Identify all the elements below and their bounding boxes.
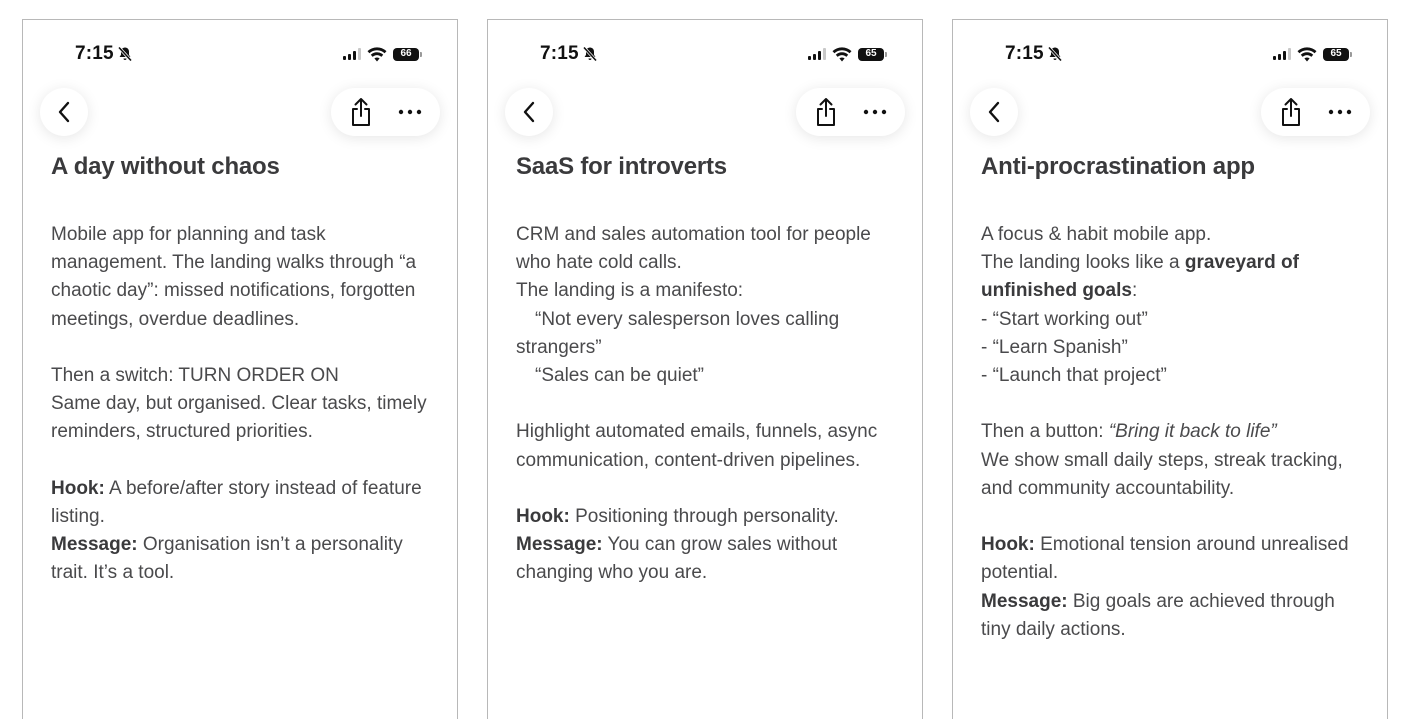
phone-card-1 <box>22 19 458 719</box>
share-icon[interactable] <box>349 97 373 127</box>
time-label: 7:15 <box>75 43 114 64</box>
share-icon[interactable] <box>1279 97 1303 127</box>
status-bar <box>75 42 419 66</box>
note-body <box>51 221 437 588</box>
paragraph <box>516 221 902 390</box>
message-line <box>981 588 1367 644</box>
message-label: Message: <box>981 590 1068 612</box>
text-line <box>981 418 1367 446</box>
battery-icon <box>858 48 884 61</box>
battery-icon <box>393 48 419 61</box>
signal-icon <box>343 48 361 60</box>
wifi-icon <box>1297 47 1317 62</box>
hook-label: Hook: <box>981 534 1035 556</box>
ellipsis-icon[interactable] <box>863 109 887 115</box>
battery-level: 65 <box>865 48 877 59</box>
goal-item: - “Launch that project” <box>981 365 1167 387</box>
text-line <box>981 249 1367 305</box>
back-button[interactable] <box>505 88 553 136</box>
status-time <box>1005 43 1063 65</box>
time-label: 7:15 <box>540 43 579 64</box>
status-indicators <box>808 47 884 62</box>
message-line <box>516 531 902 587</box>
note-title: A day without chaos <box>51 153 280 180</box>
status-time <box>540 43 598 65</box>
emphasis-text: graveyard of unfinished goals <box>981 252 1299 302</box>
message-label: Message: <box>516 534 603 556</box>
status-time <box>75 43 133 65</box>
hook-line <box>516 503 902 531</box>
note-body <box>981 221 1367 644</box>
text-span: : <box>1131 280 1138 302</box>
ellipsis-icon[interactable] <box>398 109 422 115</box>
hook-line <box>981 531 1367 587</box>
bell-slash-icon <box>582 46 598 62</box>
paragraph <box>981 418 1367 503</box>
text-span: Then a button: <box>981 421 1109 443</box>
text-line: Same day, but organised. Clear tasks, timely reminders, structured priorities. <box>51 393 427 443</box>
signal-icon <box>808 48 826 60</box>
time-label: 7:15 <box>1005 43 1044 64</box>
quote-line: “Sales can be quiet” <box>535 365 704 387</box>
paragraph <box>981 221 1367 390</box>
share-icon[interactable] <box>814 97 838 127</box>
battery-level: 65 <box>1330 48 1342 59</box>
status-bar <box>540 42 884 66</box>
signal-icon <box>1273 48 1291 60</box>
battery-level: 66 <box>400 48 412 59</box>
hook-label: Hook: <box>51 477 105 499</box>
paragraph <box>516 503 902 588</box>
hook-text: Emotional tension around unrealised potential. <box>981 534 1349 584</box>
hook-label: Hook: <box>516 506 570 527</box>
phone-card-3 <box>952 19 1388 719</box>
message-text: Organisation isn’t a personality trait. It’s a tool. <box>51 534 403 584</box>
text-line: We show small daily steps, streak tracking, and community accountability. <box>981 449 1343 499</box>
wifi-icon <box>367 47 387 62</box>
chevron-left-icon <box>522 101 536 123</box>
wifi-icon <box>832 47 852 62</box>
paragraph: Mobile app for planning and task management. The landing walks through “a chaotic day”: missed notifications, forgotten meetings, overdue deadlines. <box>51 224 417 330</box>
paragraph: Highlight automated emails, funnels, async communication, content-driven pipelines. <box>516 421 878 471</box>
text-line: A focus & habit mobile app. <box>981 224 1212 245</box>
bell-slash-icon <box>1047 46 1063 62</box>
phone-card-2 <box>487 19 923 719</box>
ellipsis-icon[interactable] <box>1328 109 1352 115</box>
note-body <box>516 221 902 588</box>
hook-text: Positioning through personality. <box>569 506 839 527</box>
nav-actions <box>796 88 905 136</box>
quote-line: “Not every salesperson loves calling strangers” <box>516 308 840 358</box>
hook-text: A before/after story instead of feature listing. <box>51 477 422 527</box>
text-line: The landing is a manifesto: <box>516 280 744 302</box>
button-quote: “Bring it back to life” <box>1108 421 1277 443</box>
message-text: You can grow sales without changing who you are. <box>516 534 838 584</box>
chevron-left-icon <box>987 101 1001 123</box>
back-button[interactable] <box>40 88 88 136</box>
back-button[interactable] <box>970 88 1018 136</box>
text-line: Then a switch: TURN ORDER ON <box>51 365 339 386</box>
message-text: Big goals are achieved through tiny daily actions. <box>981 590 1335 640</box>
goal-item: - “Start working out” <box>981 308 1148 330</box>
paragraph <box>51 475 437 588</box>
message-label: Message: <box>51 534 138 556</box>
paragraph <box>981 531 1367 644</box>
note-title: Anti-procrastination app <box>981 153 1255 180</box>
note-title: SaaS for introverts <box>516 153 727 180</box>
chevron-left-icon <box>57 101 71 123</box>
battery-icon <box>1323 48 1349 61</box>
status-indicators <box>343 47 419 62</box>
hook-line <box>51 475 437 531</box>
text-line: CRM and sales automation tool for people who hate cold calls. <box>516 224 871 274</box>
text-span: The landing looks like a <box>981 252 1185 274</box>
status-indicators <box>1273 47 1349 62</box>
status-bar <box>1005 42 1349 66</box>
nav-actions <box>331 88 440 136</box>
paragraph <box>51 362 437 447</box>
bell-slash-icon <box>117 46 133 62</box>
message-line <box>51 531 437 587</box>
goal-item: - “Learn Spanish” <box>981 336 1128 358</box>
nav-actions <box>1261 88 1370 136</box>
